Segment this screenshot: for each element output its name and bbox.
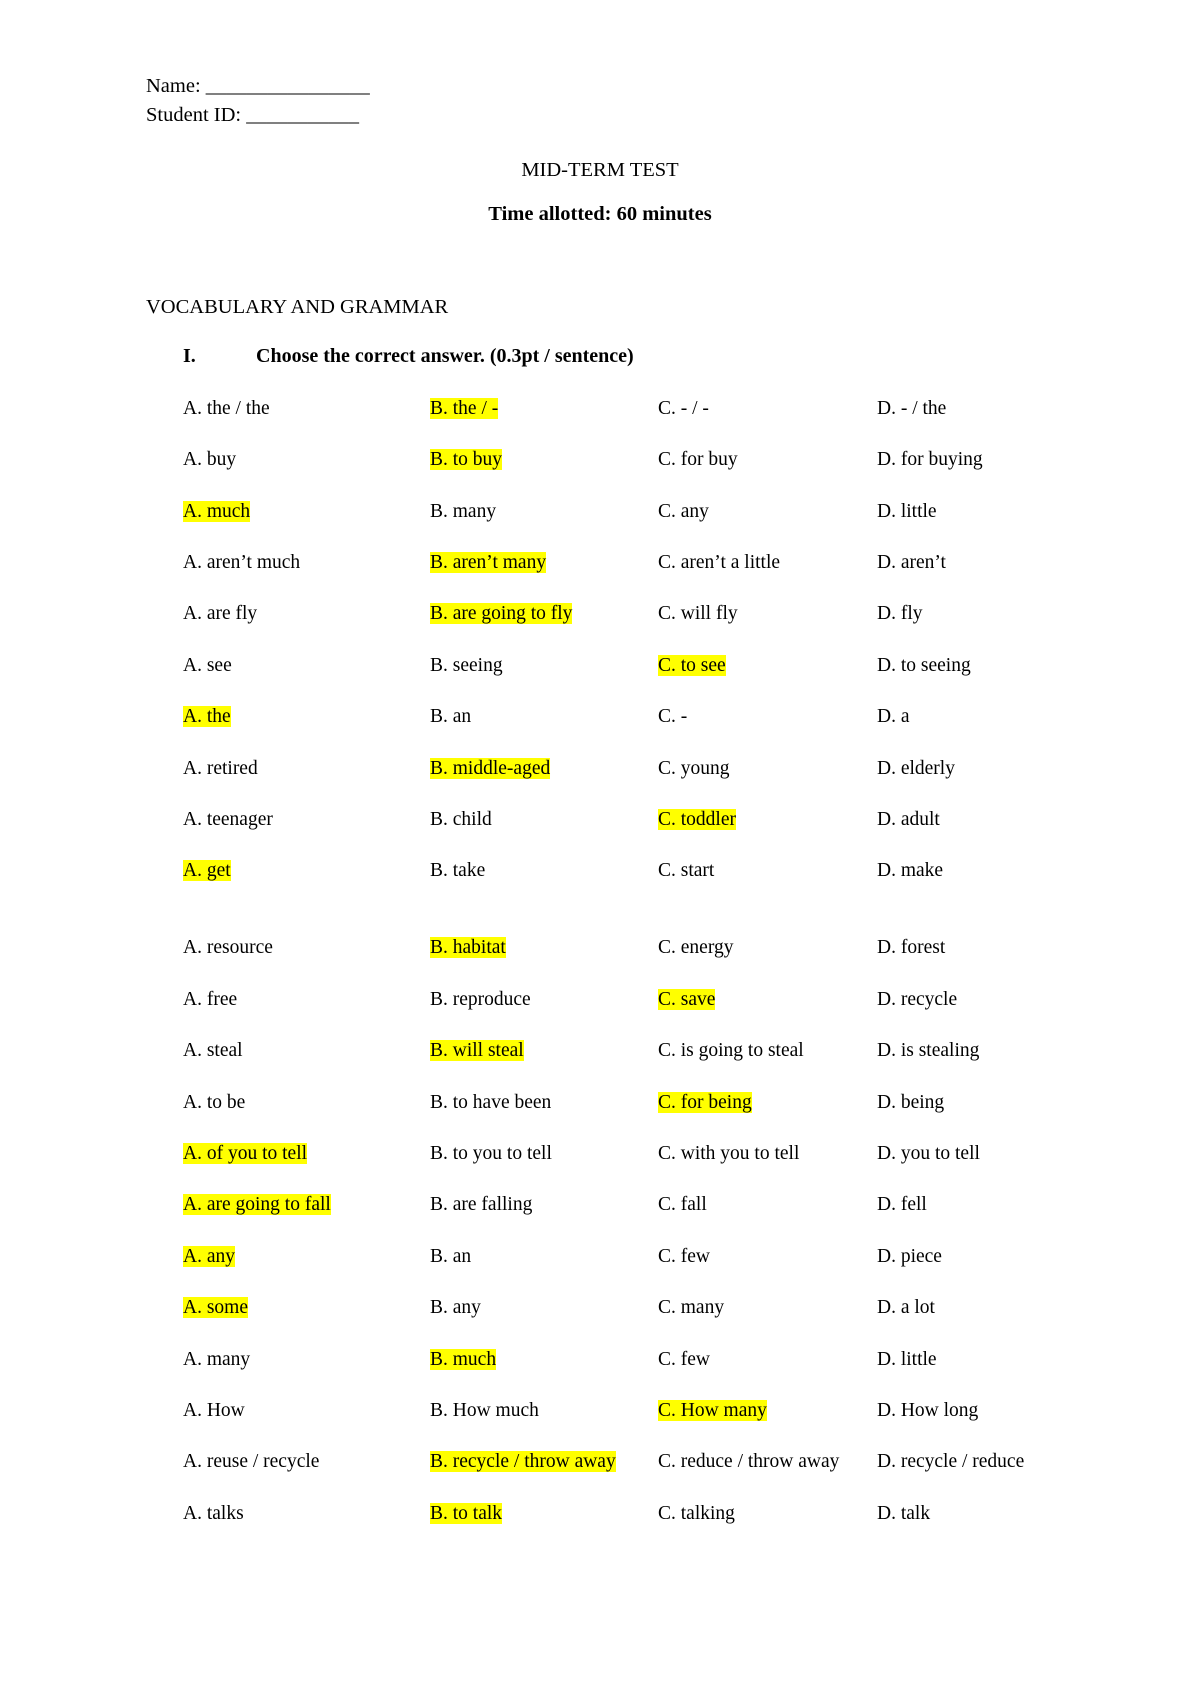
option-d-text: D. a xyxy=(877,706,910,728)
option-c[interactable] xyxy=(658,1038,804,1064)
option-b-text: B. to you to tell xyxy=(430,1143,552,1164)
option-b-text: B. middle-aged xyxy=(430,757,551,779)
option-d[interactable] xyxy=(877,499,937,525)
option-a-text: A. are fly xyxy=(183,603,258,625)
option-b[interactable] xyxy=(430,1038,524,1064)
option-b-text: B. How much xyxy=(430,1400,539,1421)
option-d-text: D. a lot xyxy=(877,1297,935,1319)
option-b-text: B. take xyxy=(430,860,486,882)
option-b[interactable] xyxy=(430,704,471,730)
option-a[interactable] xyxy=(183,807,273,833)
option-d[interactable] xyxy=(877,1398,978,1424)
option-d[interactable] xyxy=(877,858,943,884)
option-a-text: A. to be xyxy=(183,1091,246,1113)
option-d[interactable] xyxy=(877,396,946,422)
option-a[interactable] xyxy=(183,499,250,525)
option-c[interactable] xyxy=(658,1295,724,1321)
option-b-text: B. many xyxy=(430,500,497,522)
option-a[interactable] xyxy=(183,1192,331,1218)
option-a-text: A. retired xyxy=(183,757,258,779)
option-a-text: A. any xyxy=(183,1245,235,1267)
option-c-text: C. few xyxy=(658,1245,710,1267)
option-c[interactable] xyxy=(658,704,687,730)
option-b-text: B. will steal xyxy=(430,1040,524,1062)
option-b[interactable] xyxy=(430,1398,539,1424)
option-d[interactable] xyxy=(877,653,971,679)
option-b-text: B. reproduce xyxy=(430,988,531,1010)
option-c[interactable] xyxy=(658,1449,839,1475)
option-a[interactable] xyxy=(183,1141,307,1167)
option-a[interactable] xyxy=(183,1244,235,1270)
option-d-text: D. aren’t xyxy=(877,551,946,573)
option-b[interactable] xyxy=(430,653,503,679)
option-c-text: C. energy xyxy=(658,937,734,959)
option-a[interactable] xyxy=(183,756,258,782)
option-d[interactable] xyxy=(877,756,955,782)
option-b-text: B. are falling xyxy=(430,1194,533,1216)
option-c[interactable] xyxy=(658,1141,799,1167)
option-d[interactable] xyxy=(877,987,957,1013)
option-c-text: C. - xyxy=(658,706,688,728)
option-c-text: C. fall xyxy=(658,1194,707,1216)
option-c[interactable] xyxy=(658,653,726,679)
option-c-text: C. How many xyxy=(658,1400,767,1421)
option-c[interactable] xyxy=(658,1347,710,1373)
option-a[interactable] xyxy=(183,1347,250,1373)
option-b[interactable] xyxy=(430,1501,502,1527)
option-b[interactable] xyxy=(430,935,506,961)
option-c-text: C. any xyxy=(658,500,709,522)
option-d-text: D. you to tell xyxy=(877,1143,980,1164)
option-d[interactable] xyxy=(877,1449,1024,1475)
student-id-field-label: Student ID: ___________ xyxy=(146,104,359,126)
option-b-text: B. to have been xyxy=(430,1091,552,1113)
option-d-text: D. adult xyxy=(877,808,940,830)
option-a-text: A. the / the xyxy=(183,397,270,419)
option-a-text: A. some xyxy=(183,1297,248,1319)
option-a-text: A. talks xyxy=(183,1502,244,1524)
option-b-text: B. an xyxy=(430,706,472,728)
option-c-text: C. talking xyxy=(658,1502,735,1524)
option-c-text: C. young xyxy=(658,757,730,779)
option-d-text: D. for buying xyxy=(877,449,983,471)
option-b-text: B. seeing xyxy=(430,654,503,676)
option-c[interactable] xyxy=(658,550,780,576)
option-d-text: D. fell xyxy=(877,1194,927,1216)
option-b[interactable] xyxy=(430,1347,496,1373)
option-a-text: A. see xyxy=(183,654,232,676)
option-d-text: D. is stealing xyxy=(877,1040,980,1062)
section-heading: VOCABULARY AND GRAMMAR xyxy=(146,296,449,318)
option-c[interactable] xyxy=(658,1244,710,1270)
option-d-text: D. elderly xyxy=(877,757,955,779)
option-b[interactable] xyxy=(430,1141,552,1167)
time-allotted: Time allotted: 60 minutes xyxy=(488,203,712,225)
option-a-text: A. teenager xyxy=(183,808,273,830)
option-a-text: A. aren’t much xyxy=(183,551,301,573)
option-c-text: C. few xyxy=(658,1348,710,1370)
option-c[interactable] xyxy=(658,935,733,961)
option-b[interactable] xyxy=(430,1192,532,1218)
option-c-text: C. aren’t a little xyxy=(658,551,781,573)
option-d-text: D. make xyxy=(877,860,944,882)
option-c[interactable] xyxy=(658,807,736,833)
part-instruction: Choose the correct answer. (0.3pt / sentence) xyxy=(256,345,634,367)
option-c-text: C. reduce / throw away xyxy=(658,1451,840,1473)
option-b-text: B. are going to fly xyxy=(430,603,573,625)
option-c-text: C. many xyxy=(658,1297,725,1319)
option-d[interactable] xyxy=(877,1141,980,1167)
test-title: MID-TERM TEST xyxy=(521,159,679,181)
option-c-text: C. save xyxy=(658,988,716,1010)
option-d[interactable] xyxy=(877,550,946,576)
option-a[interactable] xyxy=(183,1090,245,1116)
option-c-text: C. - / - xyxy=(658,397,709,419)
option-c-text: C. for buy xyxy=(658,449,738,471)
option-b-text: B. to buy xyxy=(430,449,503,471)
option-a[interactable] xyxy=(183,447,236,473)
option-c-text: C. to see xyxy=(658,654,726,676)
option-d[interactable] xyxy=(877,1244,942,1270)
option-a[interactable] xyxy=(183,601,257,627)
option-d[interactable] xyxy=(877,1347,937,1373)
option-b-text: B. the / - xyxy=(430,397,499,419)
option-d-text: D. recycle xyxy=(877,988,958,1010)
option-d[interactable] xyxy=(877,935,945,961)
option-b[interactable] xyxy=(430,447,502,473)
option-b[interactable] xyxy=(430,858,485,884)
option-b-text: B. habitat xyxy=(430,937,506,959)
option-c-text: C. toddler xyxy=(658,808,736,830)
option-a[interactable] xyxy=(183,653,232,679)
option-c[interactable] xyxy=(658,858,714,884)
option-d-text: D. recycle / reduce xyxy=(877,1451,1025,1473)
option-d[interactable] xyxy=(877,1295,935,1321)
option-c-text: C. for being xyxy=(658,1091,752,1113)
option-b[interactable] xyxy=(430,396,498,422)
option-b[interactable] xyxy=(430,550,546,576)
option-a[interactable] xyxy=(183,704,231,730)
option-b-text: B. an xyxy=(430,1245,472,1267)
option-b[interactable] xyxy=(430,807,492,833)
option-b-text: B. aren’t many xyxy=(430,551,547,573)
option-a[interactable] xyxy=(183,1295,248,1321)
option-c[interactable] xyxy=(658,396,709,422)
option-d-text: D. fly xyxy=(877,603,923,625)
option-b[interactable] xyxy=(430,756,550,782)
option-a[interactable] xyxy=(183,1501,244,1527)
option-c-text: C. with you to tell xyxy=(658,1143,800,1164)
option-a[interactable] xyxy=(183,1398,245,1424)
option-d[interactable] xyxy=(877,1038,979,1064)
option-c[interactable] xyxy=(658,499,709,525)
option-d-text: D. - / the xyxy=(877,397,947,419)
option-b[interactable] xyxy=(430,499,496,525)
option-c[interactable] xyxy=(658,1192,707,1218)
option-c[interactable] xyxy=(658,1090,752,1116)
option-a-text: A. buy xyxy=(183,449,237,471)
option-b-text: B. any xyxy=(430,1297,481,1319)
option-a-text: A. much xyxy=(183,500,251,522)
option-a-text: A. resource xyxy=(183,937,273,959)
option-b-text: B. recycle / throw away xyxy=(430,1451,616,1473)
option-c-text: C. start xyxy=(658,860,715,882)
option-b[interactable] xyxy=(430,1295,481,1321)
option-d-text: D. talk xyxy=(877,1502,931,1524)
option-a-text: A. How xyxy=(183,1400,245,1421)
option-a[interactable] xyxy=(183,987,237,1013)
option-c[interactable] xyxy=(658,1398,767,1424)
option-a-text: A. the xyxy=(183,706,231,728)
option-c-text: C. will fly xyxy=(658,603,738,625)
option-a[interactable] xyxy=(183,858,231,884)
option-a-text: A. steal xyxy=(183,1040,243,1062)
option-a-text: A. reuse / recycle xyxy=(183,1451,320,1473)
option-b-text: B. much xyxy=(430,1348,497,1370)
option-a[interactable] xyxy=(183,935,273,961)
option-b[interactable] xyxy=(430,987,531,1013)
part-numeral: I. xyxy=(183,345,196,367)
option-d[interactable] xyxy=(877,807,940,833)
option-a[interactable] xyxy=(183,1449,319,1475)
option-d[interactable] xyxy=(877,704,910,730)
option-d-text: D. little xyxy=(877,1348,937,1370)
option-d-text: D. to seeing xyxy=(877,654,971,676)
option-c[interactable] xyxy=(658,447,738,473)
option-c[interactable] xyxy=(658,756,730,782)
option-a-text: A. free xyxy=(183,988,238,1010)
option-b[interactable] xyxy=(430,1449,616,1475)
option-b-text: B. child xyxy=(430,808,492,830)
option-d[interactable] xyxy=(877,601,923,627)
option-c-text: C. is going to steal xyxy=(658,1040,804,1062)
option-d-text: D. little xyxy=(877,500,937,522)
option-a[interactable] xyxy=(183,1038,243,1064)
option-a[interactable] xyxy=(183,550,300,576)
option-a-text: A. are going to fall xyxy=(183,1194,331,1216)
option-c[interactable] xyxy=(658,601,738,627)
option-a-text: A. of you to tell xyxy=(183,1143,308,1164)
option-b[interactable] xyxy=(430,1090,551,1116)
option-a-text: A. many xyxy=(183,1348,251,1370)
option-b[interactable] xyxy=(430,1244,471,1270)
option-d[interactable] xyxy=(877,1501,930,1527)
option-d-text: D. How long xyxy=(877,1400,979,1421)
option-d-text: D. forest xyxy=(877,937,946,959)
option-d[interactable] xyxy=(877,1090,944,1116)
option-c[interactable] xyxy=(658,1501,735,1527)
option-a[interactable] xyxy=(183,396,270,422)
option-a-text: A. get xyxy=(183,860,231,882)
option-b[interactable] xyxy=(430,601,572,627)
name-field-label: Name: ________________ xyxy=(146,75,370,97)
option-c[interactable] xyxy=(658,987,715,1013)
option-d-text: D. being xyxy=(877,1091,945,1113)
option-d[interactable] xyxy=(877,1192,927,1218)
option-d[interactable] xyxy=(877,447,983,473)
option-d-text: D. piece xyxy=(877,1245,942,1267)
option-b-text: B. to talk xyxy=(430,1502,503,1524)
